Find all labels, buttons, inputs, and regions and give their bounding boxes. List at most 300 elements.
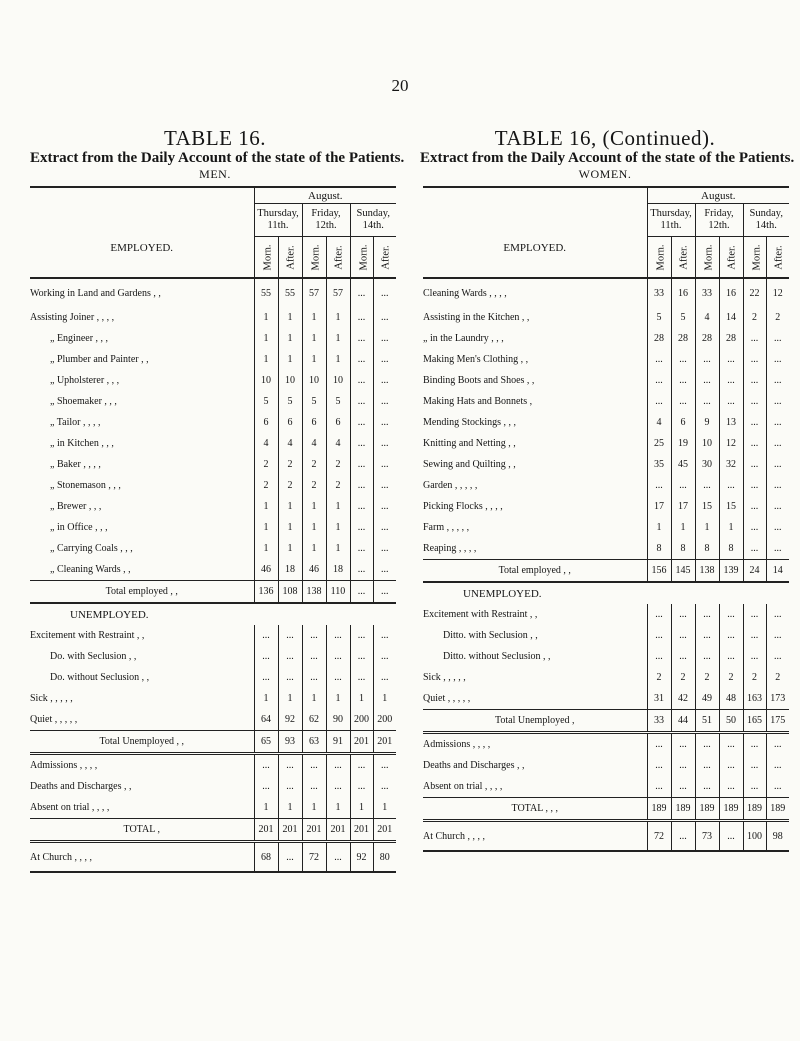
row-label: „ Plumber and Painter , , [50, 354, 149, 365]
value-cell: 1 [302, 349, 326, 370]
value-cell: 4 [278, 433, 302, 454]
value-cell: 8 [671, 538, 695, 560]
value-cell: ... [373, 278, 396, 307]
row-label: Mending Stockings , , , [423, 417, 517, 428]
value-cell: 15 [719, 496, 743, 517]
session-header [302, 237, 326, 279]
row-label: Sick , , , , , [30, 693, 73, 704]
row-label: Farm , , , , , [423, 522, 470, 533]
value-cell: ... [766, 433, 789, 454]
men-table [30, 186, 396, 873]
value-cell: 1 [326, 349, 350, 370]
value-cell: 1 [302, 797, 326, 819]
value-cell: 1 [254, 307, 278, 328]
value-cell: ... [695, 391, 719, 412]
employed-row [30, 412, 396, 433]
value-cell: 91 [326, 731, 350, 754]
row-label: Do. without Seclusion , , [50, 672, 150, 683]
value-cell: ... [695, 733, 719, 756]
row-label: TOTAL , [30, 819, 254, 842]
value-cell: ... [719, 755, 743, 776]
value-cell: ... [350, 559, 373, 581]
value-cell: 136 [254, 581, 278, 604]
value-cell: ... [350, 349, 373, 370]
value-cell: ... [743, 604, 766, 625]
value-cell: ... [350, 454, 373, 475]
value-cell: 189 [719, 798, 743, 821]
value-cell: ... [766, 733, 789, 756]
employed-row [423, 496, 789, 517]
value-cell: ... [350, 433, 373, 454]
value-cell: ... [671, 755, 695, 776]
value-cell: ... [254, 625, 278, 646]
value-cell: 2 [326, 454, 350, 475]
value-cell: 201 [254, 819, 278, 842]
value-cell: 35 [647, 454, 671, 475]
row-label: „ Engineer , , , [50, 333, 109, 344]
value-cell: 72 [647, 821, 671, 852]
women-table [423, 186, 789, 852]
employed-row [30, 278, 396, 307]
employed-row [423, 475, 789, 496]
value-cell: ... [766, 496, 789, 517]
value-cell: 201 [373, 819, 396, 842]
value-cell: 5 [647, 307, 671, 328]
value-cell: ... [695, 776, 719, 798]
value-cell: 51 [695, 710, 719, 733]
value-cell: 65 [254, 731, 278, 754]
value-cell: ... [350, 328, 373, 349]
value-cell: 10 [278, 370, 302, 391]
value-cell: ... [302, 625, 326, 646]
unemployed-row [30, 688, 396, 709]
value-cell: ... [766, 412, 789, 433]
row-label: Deaths and Discharges , , [423, 760, 525, 771]
day-header: Friday, 12th. [695, 204, 743, 237]
value-cell: 18 [278, 559, 302, 581]
value-cell: ... [743, 328, 766, 349]
value-cell: 1 [254, 349, 278, 370]
value-cell: 1 [326, 517, 350, 538]
value-cell: ... [647, 733, 671, 756]
value-cell: ... [373, 391, 396, 412]
row-label: „ in Kitchen , , , [50, 438, 114, 449]
row-label: Total Unemployed , , [30, 731, 254, 754]
value-cell: 139 [719, 560, 743, 583]
day-header: Friday, 12th. [302, 204, 350, 237]
value-cell: ... [766, 517, 789, 538]
value-cell: ... [743, 349, 766, 370]
value-cell: 2 [743, 307, 766, 328]
value-cell: 1 [254, 496, 278, 517]
value-cell: ... [302, 754, 326, 777]
value-cell: 1 [278, 307, 302, 328]
value-cell: ... [350, 625, 373, 646]
value-cell: ... [302, 646, 326, 667]
session-label: Morn. [261, 244, 273, 270]
value-cell: ... [743, 433, 766, 454]
value-cell: 189 [695, 798, 719, 821]
value-cell: 6 [278, 412, 302, 433]
value-cell: 16 [671, 278, 695, 307]
row-label: Sewing and Quilting , , [423, 459, 516, 470]
value-cell: 12 [719, 433, 743, 454]
value-cell: ... [695, 755, 719, 776]
employed-row [423, 278, 789, 307]
row-label: „ Carrying Coals , , , [50, 543, 133, 554]
right-table-title: TABLE 16, (Continued). [494, 126, 716, 150]
value-cell: 1 [302, 517, 326, 538]
employed-row [423, 391, 789, 412]
value-cell: 17 [647, 496, 671, 517]
value-cell: ... [373, 412, 396, 433]
value-cell: 201 [373, 731, 396, 754]
value-cell: 1 [326, 797, 350, 819]
value-cell: 63 [302, 731, 326, 754]
row-label: Cleaning Wards , , , , [423, 278, 647, 307]
row-label: Admissions , , , , [423, 733, 647, 756]
employed-row [423, 412, 789, 433]
value-cell: 173 [766, 688, 789, 710]
row-label: Assisting in the Kitchen , , [423, 312, 530, 323]
day-header: Thursday, 11th. [254, 204, 302, 237]
value-cell: 2 [743, 667, 766, 688]
unemployed-row [423, 625, 789, 646]
value-cell: ... [326, 754, 350, 777]
session-label: After. [678, 244, 690, 270]
value-cell: ... [254, 667, 278, 688]
session-label: Morn. [357, 244, 369, 270]
value-cell: ... [743, 391, 766, 412]
value-cell: ... [695, 625, 719, 646]
employed-row [30, 559, 396, 581]
value-cell: 189 [671, 798, 695, 821]
value-cell: 8 [647, 538, 671, 560]
value-cell: ... [350, 754, 373, 777]
value-cell: 4 [254, 433, 278, 454]
value-cell: 2 [278, 454, 302, 475]
value-cell: ... [766, 475, 789, 496]
value-cell: 1 [695, 517, 719, 538]
value-cell: ... [373, 776, 396, 797]
value-cell: 200 [350, 709, 373, 731]
value-cell: ... [766, 349, 789, 370]
value-cell: 2 [719, 667, 743, 688]
session-header [647, 237, 671, 279]
value-cell: 1 [326, 328, 350, 349]
value-cell: ... [647, 475, 671, 496]
value-cell: ... [373, 517, 396, 538]
row-label: Quiet , , , , , [423, 693, 471, 704]
value-cell: 13 [719, 412, 743, 433]
value-cell: 1 [254, 797, 278, 819]
session-header [326, 237, 350, 279]
employed-total-row [30, 581, 396, 604]
value-cell: 200 [373, 709, 396, 731]
value-cell: 1 [278, 538, 302, 559]
value-cell: 145 [671, 560, 695, 583]
value-cell: 189 [647, 798, 671, 821]
movement-row [423, 733, 789, 756]
value-cell: 1 [671, 517, 695, 538]
value-cell: 46 [302, 559, 326, 581]
unemployed-total-row [30, 731, 396, 754]
value-cell: 10 [695, 433, 719, 454]
right-panel-heading [420, 126, 795, 181]
row-label: Excitement with Restraint , , [423, 609, 538, 620]
row-label: „ Tailor , , , , [50, 417, 101, 428]
value-cell: 55 [254, 278, 278, 307]
day-header: Sunday, 14th. [743, 204, 789, 237]
row-label: Absent on trial , , , , [423, 781, 503, 792]
value-cell: ... [719, 475, 743, 496]
value-cell: ... [373, 581, 396, 604]
value-cell: 1 [302, 688, 326, 709]
grand-total-row [423, 798, 789, 821]
value-cell: 1 [373, 688, 396, 709]
value-cell: ... [766, 604, 789, 625]
value-cell: ... [743, 454, 766, 475]
row-label: „ Shoemaker , , , [50, 396, 117, 407]
day-header: Sunday, 14th. [350, 204, 396, 237]
value-cell: 24 [743, 560, 766, 583]
value-cell: 1 [302, 307, 326, 328]
unemployed-row [30, 646, 396, 667]
session-label: After. [380, 244, 392, 270]
value-cell: 10 [326, 370, 350, 391]
value-cell: 1 [350, 797, 373, 819]
value-cell: ... [671, 604, 695, 625]
employed-row [30, 328, 396, 349]
value-cell: 25 [647, 433, 671, 454]
row-label: Garden , , , , , [423, 480, 478, 491]
row-label: Quiet , , , , , [30, 714, 78, 725]
value-cell: 1 [254, 538, 278, 559]
value-cell: ... [766, 391, 789, 412]
value-cell: 2 [766, 307, 789, 328]
left-group-label: MEN. [199, 167, 231, 181]
right-table-subtitle: Extract from the Daily Account of the state of the Patients. [420, 150, 795, 166]
value-cell: 1 [302, 496, 326, 517]
employed-row [30, 538, 396, 559]
session-header [254, 237, 278, 279]
value-cell: 15 [695, 496, 719, 517]
movement-row [423, 755, 789, 776]
value-cell: ... [766, 370, 789, 391]
value-cell: 1 [326, 688, 350, 709]
session-label: After. [773, 244, 785, 270]
movement-row [30, 797, 396, 819]
value-cell: ... [647, 391, 671, 412]
value-cell: 28 [671, 328, 695, 349]
value-cell: ... [373, 625, 396, 646]
session-header [766, 237, 789, 279]
session-header [373, 237, 396, 279]
value-cell: 201 [350, 819, 373, 842]
employed-row [423, 433, 789, 454]
value-cell: 2 [695, 667, 719, 688]
value-cell: 17 [671, 496, 695, 517]
value-cell: 68 [254, 842, 278, 873]
value-cell: 2 [647, 667, 671, 688]
value-cell: ... [350, 370, 373, 391]
session-header [671, 237, 695, 279]
row-label: Picking Flocks , , , , [423, 501, 503, 512]
value-cell: 57 [302, 278, 326, 307]
value-cell: ... [671, 646, 695, 667]
value-cell: ... [719, 370, 743, 391]
value-cell: ... [695, 646, 719, 667]
value-cell: 5 [278, 391, 302, 412]
value-cell: 156 [647, 560, 671, 583]
employed-row [423, 307, 789, 328]
row-label: „ in the Laundry , , , [423, 333, 504, 344]
value-cell: ... [766, 625, 789, 646]
row-label: „ Brewer , , , [50, 501, 102, 512]
session-label: After. [285, 244, 297, 270]
value-cell: 14 [766, 560, 789, 583]
unemployed-row [423, 604, 789, 625]
employed-row [30, 349, 396, 370]
value-cell: ... [647, 370, 671, 391]
row-label: Sick , , , , , [423, 672, 466, 683]
value-cell: 1 [278, 349, 302, 370]
value-cell: 1 [278, 797, 302, 819]
session-header [719, 237, 743, 279]
value-cell: 33 [647, 710, 671, 733]
church-row [30, 842, 396, 873]
value-cell: ... [719, 349, 743, 370]
value-cell: ... [278, 776, 302, 797]
value-cell: 30 [695, 454, 719, 475]
unemployed-row [30, 709, 396, 731]
value-cell: ... [719, 776, 743, 798]
value-cell: ... [647, 755, 671, 776]
value-cell: ... [695, 370, 719, 391]
value-cell: ... [743, 370, 766, 391]
value-cell: ... [373, 496, 396, 517]
row-label: Ditto. with Seclusion , , [443, 630, 538, 641]
value-cell: 2 [302, 475, 326, 496]
value-cell: 4 [695, 307, 719, 328]
value-cell: ... [254, 646, 278, 667]
value-cell: 18 [326, 559, 350, 581]
value-cell: ... [719, 821, 743, 852]
value-cell: ... [350, 517, 373, 538]
session-label: Morn. [702, 244, 714, 270]
page-number: 20 [391, 76, 409, 95]
row-label: Deaths and Discharges , , [30, 781, 132, 792]
value-cell: 49 [695, 688, 719, 710]
value-cell: 1 [278, 517, 302, 538]
value-cell: 98 [766, 821, 789, 852]
unemployed-row [423, 646, 789, 667]
unemployed-row [423, 688, 789, 710]
value-cell: ... [373, 307, 396, 328]
employed-header: EMPLOYED. [30, 187, 254, 278]
left-table-title: TABLE 16. [164, 126, 266, 150]
value-cell: ... [302, 667, 326, 688]
value-cell: 1 [350, 688, 373, 709]
value-cell: 1 [326, 307, 350, 328]
month-header: August. [647, 187, 789, 204]
value-cell: 92 [350, 842, 373, 873]
value-cell: 6 [254, 412, 278, 433]
value-cell: 19 [671, 433, 695, 454]
value-cell: ... [278, 754, 302, 777]
value-cell: 45 [671, 454, 695, 475]
unemployed-row [423, 667, 789, 688]
session-label: After. [726, 244, 738, 270]
value-cell: 6 [302, 412, 326, 433]
value-cell: ... [719, 604, 743, 625]
value-cell: ... [719, 391, 743, 412]
employed-row [30, 475, 396, 496]
value-cell: ... [647, 776, 671, 798]
value-cell: 189 [766, 798, 789, 821]
value-cell: 64 [254, 709, 278, 731]
movement-row [30, 754, 396, 777]
value-cell: 1 [326, 496, 350, 517]
value-cell: 62 [302, 709, 326, 731]
employed-row [423, 517, 789, 538]
value-cell: 2 [766, 667, 789, 688]
value-cell: 1 [254, 328, 278, 349]
value-cell: 4 [326, 433, 350, 454]
employed-row [423, 538, 789, 560]
row-label: „ Cleaning Wards , , [50, 564, 131, 575]
unemployed-row [30, 667, 396, 688]
value-cell: ... [254, 776, 278, 797]
value-cell: ... [766, 328, 789, 349]
value-cell: ... [671, 349, 695, 370]
session-header [350, 237, 373, 279]
value-cell: ... [671, 776, 695, 798]
value-cell: ... [743, 776, 766, 798]
value-cell: ... [743, 496, 766, 517]
value-cell: ... [671, 475, 695, 496]
value-cell: 16 [719, 278, 743, 307]
row-label: Reaping , , , , [423, 543, 477, 554]
value-cell: 1 [278, 496, 302, 517]
value-cell: 175 [766, 710, 789, 733]
value-cell: ... [373, 538, 396, 559]
value-cell: ... [373, 475, 396, 496]
value-cell: 2 [254, 454, 278, 475]
value-cell: ... [719, 733, 743, 756]
value-cell: 8 [695, 538, 719, 560]
value-cell: ... [326, 625, 350, 646]
value-cell: 201 [302, 819, 326, 842]
value-cell: ... [647, 604, 671, 625]
value-cell: ... [373, 433, 396, 454]
value-cell: ... [647, 646, 671, 667]
row-label: Total employed , , [30, 581, 254, 604]
value-cell: 57 [326, 278, 350, 307]
value-cell: ... [695, 349, 719, 370]
value-cell: ... [671, 391, 695, 412]
value-cell: ... [278, 667, 302, 688]
movement-row [423, 776, 789, 798]
left-panel-heading [30, 126, 405, 181]
value-cell: 14 [719, 307, 743, 328]
value-cell: ... [671, 733, 695, 756]
value-cell: ... [373, 559, 396, 581]
section-heading-unemployed: UNEMPLOYED. [423, 582, 789, 604]
value-cell: ... [373, 370, 396, 391]
value-cell: 73 [695, 821, 719, 852]
row-label: At Church , , , , [30, 842, 254, 873]
